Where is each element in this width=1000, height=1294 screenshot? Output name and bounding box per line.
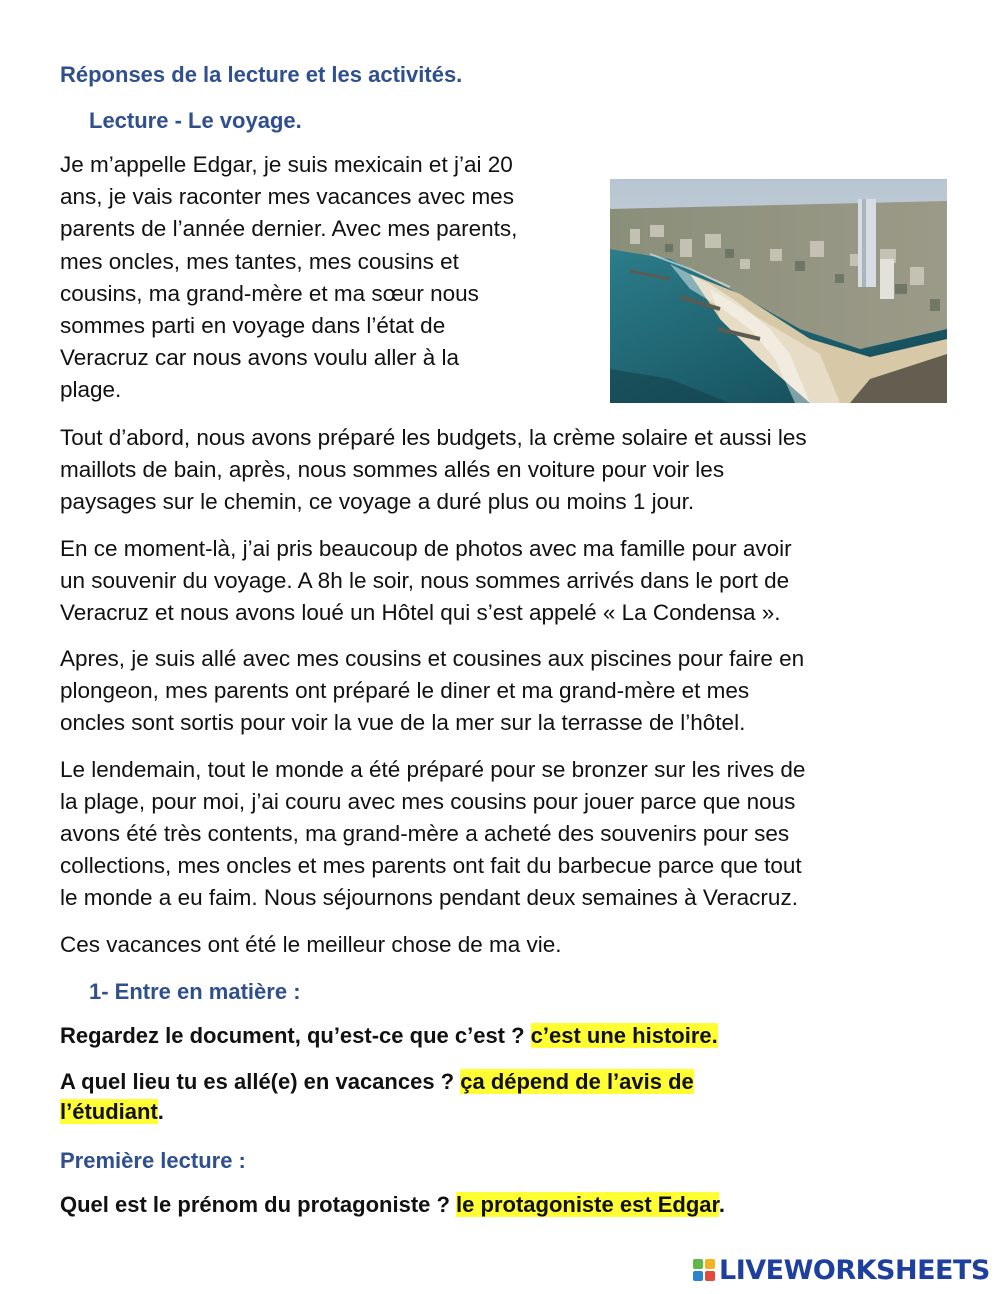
question-2-continued — [60, 1097, 940, 1127]
text-line: avons été très contents, ma grand-mère a acheté des souvenirs pour ses — [60, 821, 790, 846]
text-line: collections, mes oncles et mes parents ont fait du barbecue parce que tout — [60, 853, 802, 878]
question-text: Regardez le document, qu’est-ce que c’est ? — [60, 1023, 531, 1048]
text-line: la plage, pour moi, j’ai couru avec mes cousins pour jouer parce que nous — [60, 789, 796, 814]
punctuation: . — [157, 1099, 164, 1124]
intro-line: Je m’appelle Edgar, je suis mexicain et j’ai 20 — [60, 152, 513, 177]
text-line: Apres, je suis allé avec mes cousins et cousines aux piscines pour faire en — [60, 646, 805, 671]
intro-line: ans, je vais raconter mes vacances avec mes — [60, 184, 514, 209]
answer-highlight: l’étudiant — [60, 1099, 158, 1124]
question-3 — [60, 1190, 940, 1220]
text-line: maillots de bain, après, nous sommes allés en voiture pour voir les — [60, 457, 725, 482]
liveworksheets-logo — [693, 1255, 990, 1285]
text-line: Le lendemain, tout le monde a été préparé pour se bronzer sur les rives de — [60, 757, 806, 782]
section-premiere-lecture: Première lecture : — [60, 1148, 246, 1173]
answer-highlight: le protagoniste est Edgar — [456, 1192, 719, 1217]
text-line: plongeon, mes parents ont préparé le diner et ma grand-mère et mes — [60, 678, 750, 703]
intro-line: plage. — [60, 377, 122, 402]
text-line: Veracruz et nous avons loué un Hôtel qui s’est appelé « La Condensa ». — [60, 600, 781, 625]
question-1 — [60, 1021, 940, 1051]
answer-highlight: ça dépend de l’avis de — [460, 1069, 694, 1094]
beach-city-illustration — [610, 179, 947, 403]
liveworksheets-icon — [693, 1259, 715, 1281]
intro-line: mes oncles, mes tantes, mes cousins et — [60, 249, 459, 274]
question-2 — [60, 1067, 940, 1097]
intro-line: Veracruz car nous avons voulu aller à la — [60, 345, 459, 370]
text-line: Tout d’abord, nous avons préparé les budgets, la crème solaire et aussi les — [60, 425, 807, 450]
intro-line: parents de l’année dernier. Avec mes parents, — [60, 216, 518, 241]
intro-line: cousins, ma grand-mère et ma sœur nous — [60, 281, 479, 306]
lecture-title: Lecture - Le voyage. — [89, 108, 302, 133]
text-line: En ce moment-là, j’ai pris beaucoup de photos avec ma famille pour avoir — [60, 536, 792, 561]
text-line: oncles sont sortis pour voir la vue de la mer sur la terrasse de l’hôtel. — [60, 710, 746, 735]
section-entre-en-matiere: 1- Entre en matière : — [89, 979, 301, 1004]
text-line: un souvenir du voyage. A 8h le soir, nous sommes arrivés dans le port de — [60, 568, 790, 593]
answer-highlight: c’est une histoire. — [530, 1023, 718, 1048]
text-line: le monde a eu faim. Nous séjournons pendant deux semaines à Veracruz. — [60, 885, 798, 910]
page-title: Réponses de la lecture et les activités. — [60, 62, 463, 87]
intro-line: sommes parti en voyage dans l’état de — [60, 313, 446, 338]
text-line: Ces vacances ont été le meilleur chose de ma vie. — [60, 932, 562, 957]
punctuation: . — [718, 1192, 726, 1217]
brand-name: LIVEWORKSHEETS — [719, 1254, 990, 1286]
text-line: paysages sur le chemin, ce voyage a duré plus ou moins 1 jour. — [60, 489, 695, 514]
beach-city-photo — [610, 179, 947, 403]
question-text: Quel est le prénom du protagoniste ? — [60, 1192, 457, 1217]
question-text: A quel lieu tu es allé(e) en vacances ? — [60, 1069, 461, 1094]
